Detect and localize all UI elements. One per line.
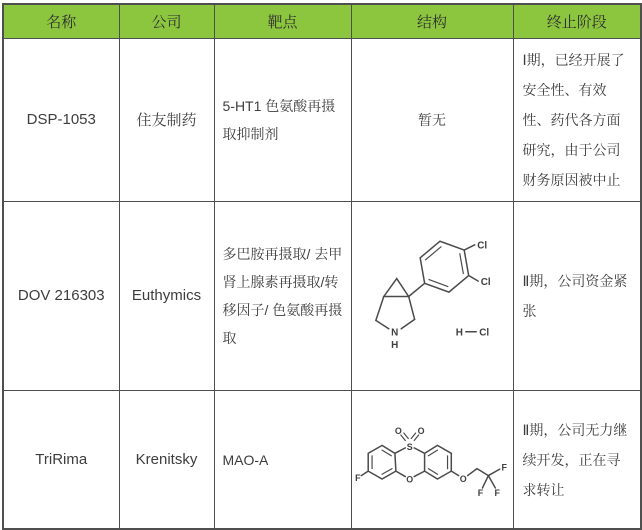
- drug-name: TriRima: [3, 390, 119, 529]
- stage-text: Ⅱ期，公司资金紧张: [513, 201, 641, 390]
- header-row: [3, 4, 641, 38]
- sulfonyl-o-right-label: O: [417, 425, 425, 436]
- target-text: 5-HT1 色氨酸再摄取抑制剂: [214, 38, 351, 201]
- header-target: 靶点: [214, 4, 351, 38]
- nitrogen-label: N: [390, 327, 398, 339]
- structure-none-text: 暂无: [351, 38, 513, 201]
- header-stage: 终止阶段: [513, 4, 641, 38]
- table-row-tririma: [3, 390, 641, 529]
- cf3-f-left-label: F: [477, 487, 483, 498]
- sulfur-label: S: [406, 441, 413, 452]
- header-name: 名称: [3, 4, 119, 38]
- cf3-f-right-label: F: [500, 462, 507, 473]
- ring-fluorine-label: F: [354, 472, 361, 483]
- header-company: 公司: [119, 4, 214, 38]
- header-structure: 结构: [351, 4, 513, 38]
- structure-cell: [351, 390, 513, 529]
- company-name: 住友制药: [119, 38, 214, 201]
- structure-cell: [351, 201, 513, 390]
- target-text: MAO-A: [214, 390, 351, 529]
- cf3-f-down-label: F: [494, 487, 500, 498]
- drug-name: DOV 216303: [3, 201, 119, 390]
- stage-text: Ⅱ期，公司无力继续开发，正在寻求转让: [513, 390, 641, 529]
- sulfonyl-o-left-label: O: [394, 425, 402, 436]
- table-row-dov216303: [3, 201, 641, 390]
- nh-label: H: [390, 340, 398, 352]
- company-name: Krenitsky: [119, 390, 214, 529]
- cl-top-label: Cl: [476, 240, 487, 252]
- table-row-dsp1053: [3, 38, 641, 201]
- ring-oxygen-label: O: [405, 474, 413, 485]
- hcl-cl-label: Cl: [478, 327, 489, 339]
- discontinued-drugs-table: [2, 3, 642, 530]
- target-text: 多巴胺再摄取/ 去甲肾上腺素再摄取/转移因子/ 色氨酸再摄取: [214, 201, 351, 390]
- stage-text: Ⅰ期，已经开展了安全性、有效性、药代各方面研究，由于公司财务原因被中止: [513, 38, 641, 201]
- cl-bottom-label: Cl: [480, 277, 491, 289]
- hcl-h-label: H: [455, 327, 463, 339]
- dov216303-structure-drawing: [352, 202, 513, 390]
- ether-oxygen-label: O: [459, 473, 467, 484]
- drug-name: DSP-1053: [3, 38, 119, 201]
- company-name: Euthymics: [119, 201, 214, 390]
- tririma-structure-drawing: [352, 391, 513, 529]
